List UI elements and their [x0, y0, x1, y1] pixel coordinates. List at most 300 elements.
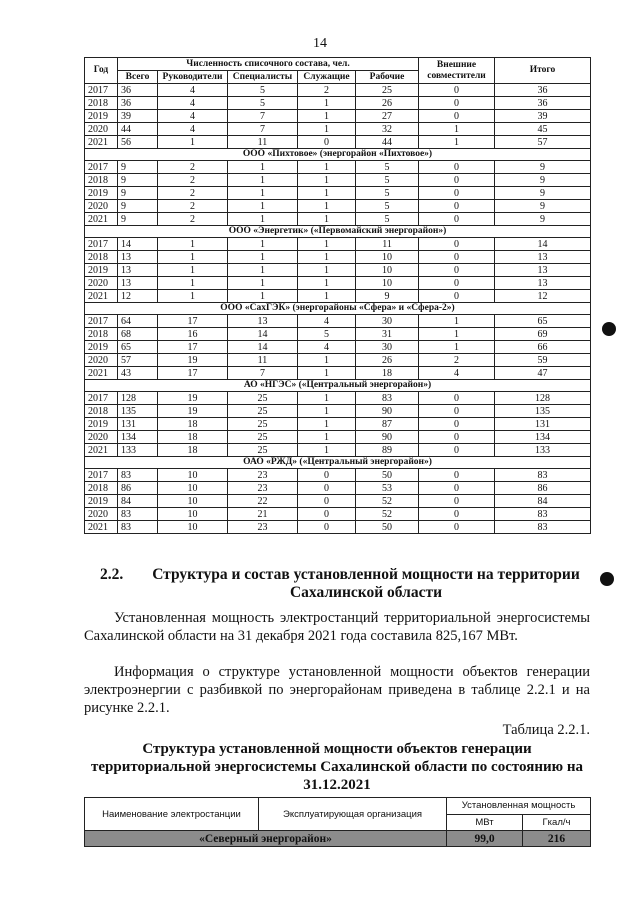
cell-clerks: 0	[298, 482, 356, 495]
cell-sum: 65	[495, 315, 591, 328]
cell-sum: 128	[495, 392, 591, 405]
table-row	[85, 187, 591, 200]
cell-workers: 5	[356, 187, 419, 200]
cell-external: 0	[419, 187, 495, 200]
cell-specialists: 14	[228, 328, 298, 341]
cell-specialists: 1	[228, 174, 298, 187]
cell-specialists: 23	[228, 469, 298, 482]
header-mw: МВт	[447, 814, 523, 831]
cell-year: 2019	[85, 418, 118, 431]
header-gcal: Гкал/ч	[523, 814, 591, 831]
cell-workers: 10	[356, 277, 419, 290]
cell-specialists: 1	[228, 277, 298, 290]
cell-total: 57	[118, 354, 158, 367]
org-name: АО «НГЭС» («Центральный энергорайон»)	[85, 380, 591, 392]
table-row	[85, 431, 591, 444]
cell-total: 65	[118, 341, 158, 354]
cell-managers: 4	[158, 110, 228, 123]
cell-sum: 14	[495, 238, 591, 251]
cell-sum: 83	[495, 469, 591, 482]
cell-workers: 44	[356, 136, 419, 149]
cell-managers: 1	[158, 238, 228, 251]
table-row	[85, 444, 591, 457]
cell-workers: 89	[356, 444, 419, 457]
table-row	[85, 405, 591, 418]
cell-specialists: 1	[228, 213, 298, 226]
cell-managers: 19	[158, 405, 228, 418]
cell-clerks: 1	[298, 187, 356, 200]
cell-external: 1	[419, 328, 495, 341]
cell-workers: 90	[356, 431, 419, 444]
cell-workers: 32	[356, 123, 419, 136]
cell-year: 2020	[85, 200, 118, 213]
cell-external: 0	[419, 84, 495, 97]
cell-clerks: 1	[298, 238, 356, 251]
cell-workers: 26	[356, 354, 419, 367]
cell-workers: 53	[356, 482, 419, 495]
table-row	[85, 213, 591, 226]
cell-year: 2017	[85, 315, 118, 328]
header-capacity: Установленная мощность	[447, 798, 591, 815]
cell-external: 0	[419, 200, 495, 213]
cell-total: 9	[118, 161, 158, 174]
cell-managers: 4	[158, 84, 228, 97]
cell-external: 0	[419, 264, 495, 277]
cell-specialists: 1	[228, 238, 298, 251]
cell-clerks: 1	[298, 97, 356, 110]
org-row	[85, 380, 591, 392]
section-number: 2.2.	[100, 566, 124, 583]
cell-external: 0	[419, 392, 495, 405]
cell-year: 2017	[85, 161, 118, 174]
cell-year: 2017	[85, 392, 118, 405]
cell-external: 0	[419, 405, 495, 418]
cell-specialists: 5	[228, 84, 298, 97]
cell-external: 1	[419, 341, 495, 354]
cell-specialists: 1	[228, 200, 298, 213]
cell-total: 44	[118, 123, 158, 136]
cell-external: 0	[419, 495, 495, 508]
staff-headcount-table	[84, 57, 591, 534]
table-row	[85, 136, 591, 149]
cell-managers: 19	[158, 354, 228, 367]
cell-total: 128	[118, 392, 158, 405]
cell-managers: 1	[158, 136, 228, 149]
cell-external: 0	[419, 431, 495, 444]
cell-specialists: 23	[228, 482, 298, 495]
cell-year: 2021	[85, 444, 118, 457]
cell-external: 1	[419, 123, 495, 136]
table-row	[85, 315, 591, 328]
cell-specialists: 7	[228, 110, 298, 123]
cell-sum: 83	[495, 521, 591, 534]
cell-specialists: 25	[228, 418, 298, 431]
cell-total: 12	[118, 290, 158, 303]
table-row	[85, 341, 591, 354]
cell-external: 1	[419, 136, 495, 149]
cell-sum: 13	[495, 251, 591, 264]
cell-clerks: 5	[298, 328, 356, 341]
cell-specialists: 11	[228, 136, 298, 149]
cell-sum: 135	[495, 405, 591, 418]
cell-managers: 2	[158, 161, 228, 174]
table-label: Таблица 2.2.1.	[502, 722, 590, 738]
cell-year: 2021	[85, 213, 118, 226]
cell-clerks: 4	[298, 341, 356, 354]
table-row	[85, 264, 591, 277]
cell-year: 2019	[85, 264, 118, 277]
header-station: Наименование электростанции	[85, 798, 259, 831]
paragraph-capacity-total: Установленная мощность электростанций территориальной энергосистемы Сахалинской области на 31 декабря 2021 года составила 825,167 МВт.	[84, 610, 590, 644]
cell-workers: 52	[356, 495, 419, 508]
staff-table-body	[85, 84, 591, 534]
cell-specialists: 25	[228, 431, 298, 444]
cell-clerks: 1	[298, 290, 356, 303]
table-row	[85, 354, 591, 367]
cell-specialists: 7	[228, 123, 298, 136]
cell-workers: 27	[356, 110, 419, 123]
cell-clerks: 1	[298, 418, 356, 431]
cell-managers: 18	[158, 431, 228, 444]
table-row	[85, 174, 591, 187]
cell-managers: 2	[158, 213, 228, 226]
cell-managers: 1	[158, 290, 228, 303]
cell-sum: 69	[495, 328, 591, 341]
cell-total: 14	[118, 238, 158, 251]
table-row	[85, 418, 591, 431]
cell-sum: 36	[495, 84, 591, 97]
cell-clerks: 0	[298, 508, 356, 521]
org-row	[85, 149, 591, 161]
header-total: Итого	[495, 58, 591, 84]
cell-year: 2020	[85, 354, 118, 367]
cell-managers: 17	[158, 367, 228, 380]
header-sub-total: Всего	[118, 71, 158, 84]
cell-managers: 1	[158, 251, 228, 264]
punch-hole-mark	[602, 322, 616, 336]
cell-workers: 50	[356, 521, 419, 534]
cell-specialists: 1	[228, 264, 298, 277]
table-row	[85, 508, 591, 521]
table-row	[85, 200, 591, 213]
cell-specialists: 25	[228, 444, 298, 457]
cell-sum: 47	[495, 367, 591, 380]
cell-managers: 2	[158, 187, 228, 200]
cell-total: 9	[118, 200, 158, 213]
cell-sum: 9	[495, 200, 591, 213]
cell-managers: 10	[158, 482, 228, 495]
cell-managers: 17	[158, 341, 228, 354]
cell-external: 0	[419, 238, 495, 251]
cell-clerks: 0	[298, 521, 356, 534]
cell-clerks: 1	[298, 123, 356, 136]
cell-managers: 18	[158, 418, 228, 431]
cell-workers: 5	[356, 200, 419, 213]
table-row	[85, 290, 591, 303]
cell-external: 0	[419, 469, 495, 482]
cell-total: 83	[118, 521, 158, 534]
cell-sum: 57	[495, 136, 591, 149]
cell-specialists: 13	[228, 315, 298, 328]
table-row	[85, 469, 591, 482]
cell-year: 2018	[85, 97, 118, 110]
header-external: Внешние совместители	[419, 58, 495, 84]
header-year: Год	[85, 58, 118, 84]
table-title: Структура установленной мощности объектов генерации территориальной энергосистемы Сахалинской области по состоянию на 31.12.2021	[90, 741, 584, 793]
cell-sum: 45	[495, 123, 591, 136]
cell-workers: 31	[356, 328, 419, 341]
cell-managers: 1	[158, 264, 228, 277]
cell-total: 135	[118, 405, 158, 418]
cell-clerks: 4	[298, 315, 356, 328]
cell-workers: 26	[356, 97, 419, 110]
cell-sum: 66	[495, 341, 591, 354]
cell-sum: 9	[495, 161, 591, 174]
cell-sum: 9	[495, 187, 591, 200]
cell-specialists: 23	[228, 521, 298, 534]
header-sub-specialists: Специалисты	[228, 71, 298, 84]
cell-specialists: 1	[228, 290, 298, 303]
cell-managers: 2	[158, 200, 228, 213]
cell-year: 2018	[85, 328, 118, 341]
header-operator: Эксплуатирующая организация	[259, 798, 447, 831]
cell-workers: 90	[356, 405, 419, 418]
cell-total: 9	[118, 174, 158, 187]
cell-total: 9	[118, 213, 158, 226]
cell-external: 0	[419, 521, 495, 534]
cell-external: 0	[419, 213, 495, 226]
cell-external: 0	[419, 290, 495, 303]
cell-workers: 18	[356, 367, 419, 380]
cell-workers: 52	[356, 508, 419, 521]
cell-specialists: 1	[228, 161, 298, 174]
table-row	[85, 328, 591, 341]
cell-external: 2	[419, 354, 495, 367]
cell-clerks: 1	[298, 213, 356, 226]
cell-total: 131	[118, 418, 158, 431]
cell-clerks: 1	[298, 251, 356, 264]
region-row	[85, 831, 591, 847]
cell-managers: 18	[158, 444, 228, 457]
cell-clerks: 1	[298, 392, 356, 405]
cell-sum: 39	[495, 110, 591, 123]
cell-sum: 133	[495, 444, 591, 457]
page-number: 14	[313, 36, 327, 51]
cell-workers: 9	[356, 290, 419, 303]
cell-clerks: 0	[298, 136, 356, 149]
cell-external: 0	[419, 174, 495, 187]
header-headcount-group: Численность списочного состава, чел.	[118, 58, 419, 71]
cell-specialists: 25	[228, 392, 298, 405]
table-row	[85, 97, 591, 110]
cell-year: 2019	[85, 495, 118, 508]
header-sub-clerks: Служащие	[298, 71, 356, 84]
cell-total: 64	[118, 315, 158, 328]
cell-workers: 11	[356, 238, 419, 251]
cell-managers: 1	[158, 277, 228, 290]
cell-clerks: 1	[298, 200, 356, 213]
cell-specialists: 14	[228, 341, 298, 354]
region-name: «Северный энергорайон»	[85, 831, 447, 847]
cell-clerks: 0	[298, 469, 356, 482]
cell-total: 83	[118, 508, 158, 521]
cell-total: 9	[118, 187, 158, 200]
cell-specialists: 22	[228, 495, 298, 508]
cell-workers: 10	[356, 264, 419, 277]
section-heading	[100, 566, 590, 602]
cell-sum: 59	[495, 354, 591, 367]
cell-year: 2020	[85, 123, 118, 136]
section-title: Структура и состав установленной мощности на территории Сахалинской области	[152, 566, 580, 601]
cell-year: 2019	[85, 341, 118, 354]
cell-sum: 36	[495, 97, 591, 110]
cell-year: 2020	[85, 508, 118, 521]
cell-year: 2017	[85, 469, 118, 482]
cell-specialists: 7	[228, 367, 298, 380]
cell-workers: 10	[356, 251, 419, 264]
cell-total: 68	[118, 328, 158, 341]
cell-clerks: 2	[298, 84, 356, 97]
cell-clerks: 1	[298, 174, 356, 187]
cell-year: 2021	[85, 367, 118, 380]
cell-external: 0	[419, 482, 495, 495]
cell-year: 2021	[85, 521, 118, 534]
cell-total: 56	[118, 136, 158, 149]
table-row	[85, 84, 591, 97]
org-name: ООО «Пихтовое» (энергорайон «Пихтовое»)	[85, 149, 591, 161]
org-name: ООО «СахГЭК» (энергорайоны «Сфера» и «Сфера-2»)	[85, 303, 591, 315]
cell-managers: 16	[158, 328, 228, 341]
cell-managers: 4	[158, 123, 228, 136]
cell-external: 1	[419, 315, 495, 328]
cell-year: 2021	[85, 136, 118, 149]
cell-workers: 5	[356, 174, 419, 187]
cell-managers: 19	[158, 392, 228, 405]
cell-workers: 5	[356, 213, 419, 226]
cell-year: 2019	[85, 187, 118, 200]
cell-total: 134	[118, 431, 158, 444]
cell-external: 0	[419, 277, 495, 290]
cell-year: 2019	[85, 110, 118, 123]
cell-managers: 10	[158, 469, 228, 482]
cell-external: 0	[419, 251, 495, 264]
table-row	[85, 521, 591, 534]
cell-managers: 17	[158, 315, 228, 328]
cell-clerks: 1	[298, 161, 356, 174]
cell-sum: 12	[495, 290, 591, 303]
cell-clerks: 1	[298, 110, 356, 123]
cell-sum: 134	[495, 431, 591, 444]
cell-managers: 2	[158, 174, 228, 187]
cell-workers: 25	[356, 84, 419, 97]
cell-managers: 10	[158, 508, 228, 521]
cell-sum: 13	[495, 277, 591, 290]
header-sub-workers: Рабочие	[356, 71, 419, 84]
cell-managers: 10	[158, 495, 228, 508]
cell-specialists: 11	[228, 354, 298, 367]
cell-year: 2017	[85, 238, 118, 251]
cell-clerks: 1	[298, 444, 356, 457]
cell-sum: 84	[495, 495, 591, 508]
cell-managers: 10	[158, 521, 228, 534]
org-row	[85, 226, 591, 238]
table-row	[85, 251, 591, 264]
org-name: ОАО «РЖД» («Центральный энергорайон»)	[85, 457, 591, 469]
region-gcal: 216	[523, 831, 591, 847]
cell-total: 86	[118, 482, 158, 495]
paragraph-structure-info: Информация о структуре установленной мощности объектов генерации электроэнергии с разбивкой по энергорайонам приведена в таблице 2.2.1 и на рисунке 2.2.1.	[84, 664, 590, 716]
cell-specialists: 21	[228, 508, 298, 521]
cell-external: 4	[419, 367, 495, 380]
cell-total: 39	[118, 110, 158, 123]
table-row	[85, 367, 591, 380]
cell-year: 2018	[85, 174, 118, 187]
cell-external: 0	[419, 418, 495, 431]
punch-hole-mark	[600, 572, 614, 586]
cell-sum: 13	[495, 264, 591, 277]
capacity-table	[84, 797, 591, 847]
cell-specialists: 5	[228, 97, 298, 110]
cell-year: 2018	[85, 482, 118, 495]
org-name: ООО «Энергетик» («Первомайский энергорайон»)	[85, 226, 591, 238]
cell-specialists: 25	[228, 405, 298, 418]
cell-specialists: 1	[228, 187, 298, 200]
cell-clerks: 1	[298, 354, 356, 367]
table-row	[85, 482, 591, 495]
table-row	[85, 161, 591, 174]
org-row	[85, 457, 591, 469]
cell-year: 2017	[85, 84, 118, 97]
cell-workers: 30	[356, 315, 419, 328]
cell-workers: 83	[356, 392, 419, 405]
table-row	[85, 277, 591, 290]
cell-total: 13	[118, 277, 158, 290]
cell-sum: 131	[495, 418, 591, 431]
cell-year: 2018	[85, 405, 118, 418]
cell-sum: 9	[495, 213, 591, 226]
table-row	[85, 495, 591, 508]
cell-external: 0	[419, 444, 495, 457]
cell-sum: 9	[495, 174, 591, 187]
cell-total: 36	[118, 97, 158, 110]
cell-clerks: 1	[298, 367, 356, 380]
region-mw: 99,0	[447, 831, 523, 847]
cell-managers: 4	[158, 97, 228, 110]
cell-specialists: 1	[228, 251, 298, 264]
cell-clerks: 1	[298, 277, 356, 290]
cell-clerks: 1	[298, 431, 356, 444]
cell-total: 13	[118, 264, 158, 277]
cell-clerks: 1	[298, 405, 356, 418]
cell-total: 84	[118, 495, 158, 508]
cell-external: 0	[419, 508, 495, 521]
cell-external: 0	[419, 110, 495, 123]
table-row	[85, 110, 591, 123]
cell-total: 13	[118, 251, 158, 264]
cell-sum: 83	[495, 508, 591, 521]
cell-total: 43	[118, 367, 158, 380]
table-row	[85, 123, 591, 136]
cell-total: 36	[118, 84, 158, 97]
cell-clerks: 0	[298, 495, 356, 508]
cell-year: 2018	[85, 251, 118, 264]
cell-total: 83	[118, 469, 158, 482]
cell-total: 133	[118, 444, 158, 457]
cell-sum: 86	[495, 482, 591, 495]
cell-year: 2020	[85, 431, 118, 444]
table-row	[85, 392, 591, 405]
cell-workers: 30	[356, 341, 419, 354]
